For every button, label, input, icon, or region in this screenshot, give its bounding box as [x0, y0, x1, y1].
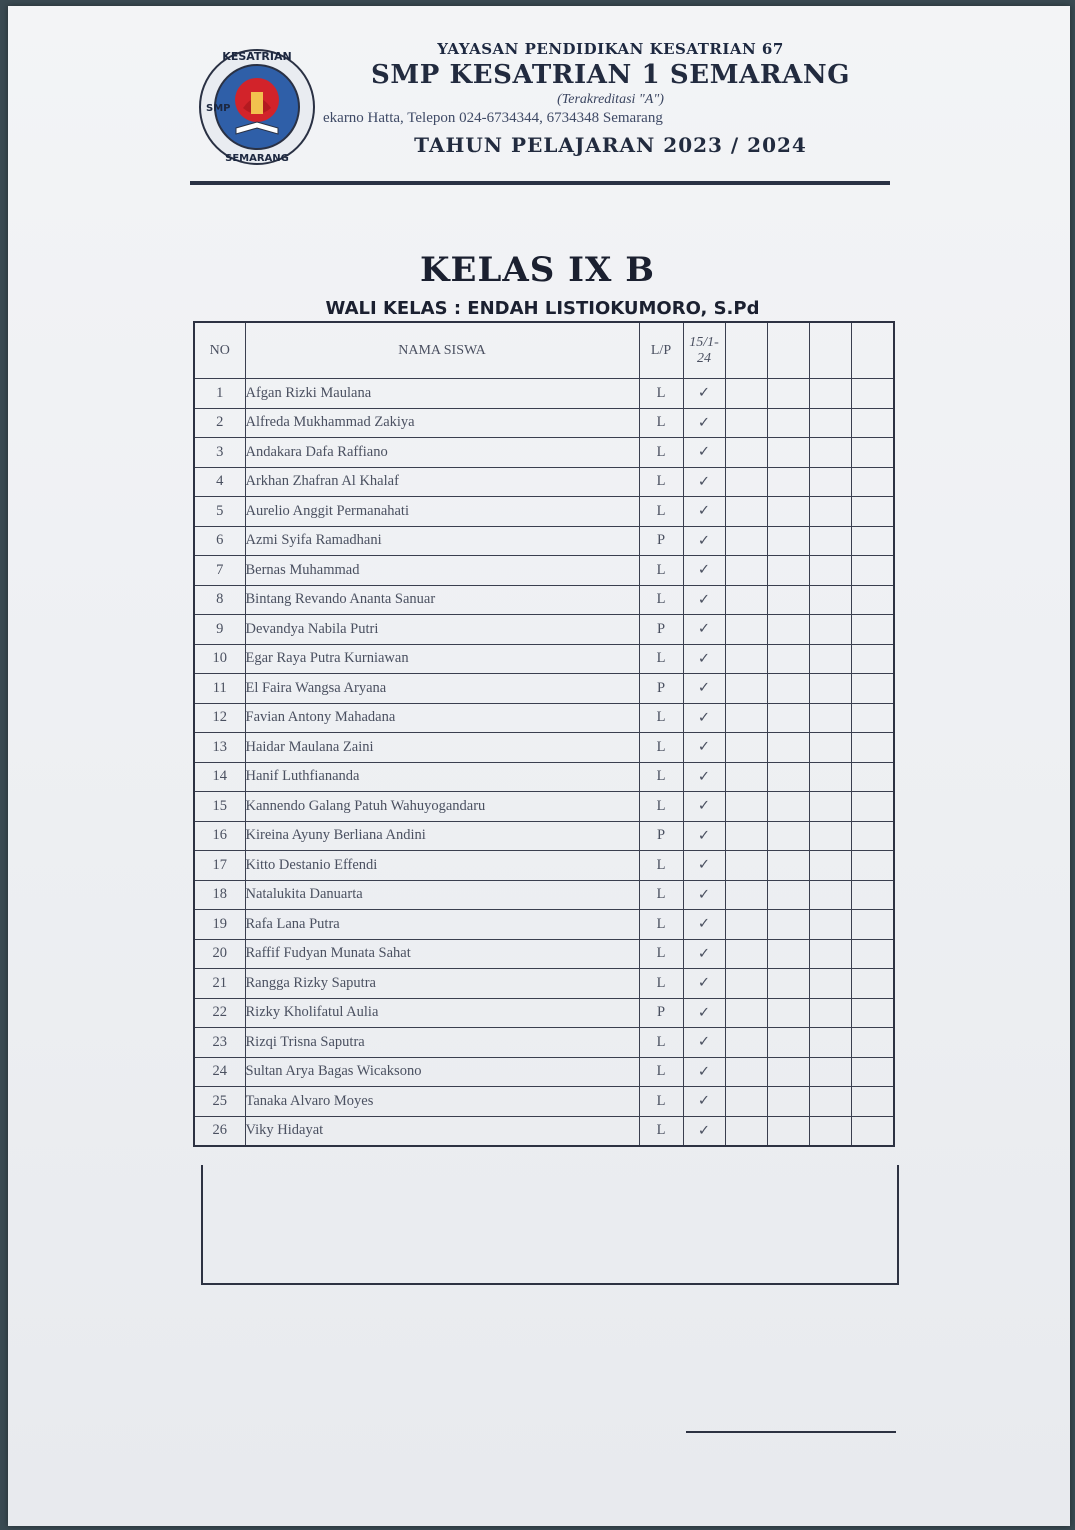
empty-cell — [851, 408, 894, 438]
empty-cell — [767, 379, 809, 409]
student-no: 8 — [194, 585, 245, 615]
empty-cell — [851, 733, 894, 763]
student-gender: L — [639, 379, 683, 409]
student-name: Tanaka Alvaro Moyes — [245, 1087, 639, 1117]
student-no: 12 — [194, 703, 245, 733]
empty-cell — [851, 585, 894, 615]
student-gender: L — [639, 851, 683, 881]
student-name: Egar Raya Putra Kurniawan — [245, 644, 639, 674]
student-gender: L — [639, 585, 683, 615]
empty-cell — [851, 1116, 894, 1146]
header-empty — [809, 322, 851, 379]
table-row — [194, 851, 894, 881]
student-name: Aurelio Anggit Permanahati — [245, 497, 639, 527]
empty-cell — [725, 674, 767, 704]
table-row — [194, 585, 894, 615]
table-row — [194, 880, 894, 910]
empty-cell — [809, 526, 851, 556]
student-gender: L — [639, 408, 683, 438]
empty-cell — [809, 851, 851, 881]
student-name: Hanif Luthfiananda — [245, 762, 639, 792]
student-no: 19 — [194, 910, 245, 940]
attendance-check: ✓ — [683, 910, 725, 940]
empty-cell — [767, 1087, 809, 1117]
empty-cell — [809, 1087, 851, 1117]
class-title: KELAS IX B — [419, 250, 655, 290]
accreditation: (Terakreditasi "A") — [557, 92, 664, 107]
student-gender: L — [639, 792, 683, 822]
empty-cell — [851, 674, 894, 704]
empty-cell — [851, 703, 894, 733]
table-row — [194, 792, 894, 822]
empty-cell — [725, 939, 767, 969]
student-gender: P — [639, 998, 683, 1028]
empty-cell — [767, 910, 809, 940]
empty-cell — [851, 969, 894, 999]
header-empty — [767, 322, 809, 379]
empty-cell — [851, 939, 894, 969]
empty-cell — [725, 1028, 767, 1058]
header-empty — [851, 322, 894, 379]
empty-cell — [809, 615, 851, 645]
empty-cell — [851, 467, 894, 497]
table-row — [194, 1087, 894, 1117]
student-name: Afgan Rizki Maulana — [245, 379, 639, 409]
empty-cell — [767, 615, 809, 645]
empty-cell — [809, 1028, 851, 1058]
empty-cell — [809, 733, 851, 763]
empty-cell — [725, 1116, 767, 1146]
empty-cell — [767, 851, 809, 881]
empty-cell — [851, 438, 894, 468]
attendance-check: ✓ — [683, 556, 725, 586]
empty-cell — [851, 1087, 894, 1117]
table-row — [194, 497, 894, 527]
empty-cell — [725, 792, 767, 822]
empty-cell — [851, 910, 894, 940]
student-name: Rizqi Trisna Saputra — [245, 1028, 639, 1058]
empty-cell — [851, 1028, 894, 1058]
student-no: 25 — [194, 1087, 245, 1117]
empty-cell — [809, 762, 851, 792]
attendance-table — [193, 321, 895, 1147]
student-no: 2 — [194, 408, 245, 438]
empty-cell — [725, 851, 767, 881]
empty-cell — [725, 821, 767, 851]
empty-cell — [725, 497, 767, 527]
attendance-check: ✓ — [683, 733, 725, 763]
empty-cell — [767, 792, 809, 822]
student-name: Kannendo Galang Patuh Wahuyogandaru — [245, 792, 639, 822]
attendance-check: ✓ — [683, 438, 725, 468]
table-row — [194, 438, 894, 468]
notes-box — [201, 1165, 899, 1285]
svg-text:SEMARANG: SEMARANG — [225, 153, 289, 164]
student-no: 5 — [194, 497, 245, 527]
attendance-check: ✓ — [683, 585, 725, 615]
empty-cell — [767, 733, 809, 763]
empty-cell — [851, 821, 894, 851]
empty-cell — [809, 1057, 851, 1087]
student-gender: L — [639, 1028, 683, 1058]
student-gender: P — [639, 821, 683, 851]
attendance-check: ✓ — [683, 615, 725, 645]
student-gender: L — [639, 1116, 683, 1146]
student-no: 3 — [194, 438, 245, 468]
empty-cell — [767, 408, 809, 438]
attendance-check: ✓ — [683, 998, 725, 1028]
empty-cell — [851, 644, 894, 674]
empty-cell — [809, 939, 851, 969]
student-no: 15 — [194, 792, 245, 822]
student-name: Raffif Fudyan Munata Sahat — [245, 939, 639, 969]
student-no: 21 — [194, 969, 245, 999]
student-gender: L — [639, 703, 683, 733]
empty-cell — [851, 615, 894, 645]
attendance-check: ✓ — [683, 379, 725, 409]
academic-year: TAHUN PELAJARAN 2023 / 2024 — [414, 133, 807, 157]
empty-cell — [725, 526, 767, 556]
student-name: Natalukita Danuarta — [245, 880, 639, 910]
attendance-check: ✓ — [683, 674, 725, 704]
attendance-check: ✓ — [683, 1116, 725, 1146]
signature-line — [686, 1431, 896, 1433]
empty-cell — [725, 615, 767, 645]
empty-cell — [767, 998, 809, 1028]
attendance-check: ✓ — [683, 762, 725, 792]
student-name: Arkhan Zhafran Al Khalaf — [245, 467, 639, 497]
empty-cell — [809, 556, 851, 586]
empty-cell — [725, 556, 767, 586]
student-gender: L — [639, 1087, 683, 1117]
empty-cell — [767, 703, 809, 733]
school-logo-icon — [198, 48, 316, 166]
student-gender: L — [639, 1057, 683, 1087]
student-name: Alfreda Mukhammad Zakiya — [245, 408, 639, 438]
empty-cell — [851, 1057, 894, 1087]
letterhead-divider — [190, 181, 890, 185]
student-no: 22 — [194, 998, 245, 1028]
table-row — [194, 674, 894, 704]
empty-cell — [725, 703, 767, 733]
empty-cell — [851, 526, 894, 556]
student-no: 17 — [194, 851, 245, 881]
student-no: 20 — [194, 939, 245, 969]
student-name: Bernas Muhammad — [245, 556, 639, 586]
table-row — [194, 762, 894, 792]
student-gender: P — [639, 615, 683, 645]
student-gender: P — [639, 526, 683, 556]
student-name: Kitto Destanio Effendi — [245, 851, 639, 881]
header-name: NAMA SISWA — [245, 322, 639, 379]
empty-cell — [767, 1116, 809, 1146]
empty-cell — [809, 674, 851, 704]
table-row — [194, 526, 894, 556]
table-row — [194, 703, 894, 733]
student-name: Sultan Arya Bagas Wicaksono — [245, 1057, 639, 1087]
table-row — [194, 1028, 894, 1058]
empty-cell — [725, 467, 767, 497]
student-gender: L — [639, 438, 683, 468]
table-row — [194, 969, 894, 999]
student-no: 26 — [194, 1116, 245, 1146]
svg-text:SMP: SMP — [206, 103, 231, 114]
empty-cell — [809, 910, 851, 940]
empty-cell — [725, 998, 767, 1028]
attendance-check: ✓ — [683, 1028, 725, 1058]
empty-cell — [809, 379, 851, 409]
attendance-check: ✓ — [683, 526, 725, 556]
student-no: 4 — [194, 467, 245, 497]
empty-cell — [767, 644, 809, 674]
table-row — [194, 733, 894, 763]
empty-cell — [725, 379, 767, 409]
empty-cell — [851, 762, 894, 792]
student-name: Rafa Lana Putra — [245, 910, 639, 940]
foundation-name: YAYASAN PENDIDIKAN KESATRIAN 67 — [437, 40, 784, 58]
header-no: NO — [194, 322, 245, 379]
student-gender: L — [639, 939, 683, 969]
header-empty — [725, 322, 767, 379]
table-row — [194, 1116, 894, 1146]
student-gender: L — [639, 467, 683, 497]
empty-cell — [767, 585, 809, 615]
empty-cell — [809, 497, 851, 527]
table-row — [194, 998, 894, 1028]
student-gender: L — [639, 733, 683, 763]
empty-cell — [809, 467, 851, 497]
empty-cell — [851, 379, 894, 409]
empty-cell — [767, 762, 809, 792]
empty-cell — [725, 762, 767, 792]
empty-cell — [767, 556, 809, 586]
empty-cell — [809, 644, 851, 674]
empty-cell — [725, 880, 767, 910]
attendance-check: ✓ — [683, 1057, 725, 1087]
empty-cell — [767, 438, 809, 468]
student-name: Haidar Maulana Zaini — [245, 733, 639, 763]
student-no: 6 — [194, 526, 245, 556]
student-no: 1 — [194, 379, 245, 409]
header-date: 15/1-24 — [683, 322, 725, 379]
empty-cell — [809, 792, 851, 822]
letterhead — [198, 38, 898, 198]
table-row — [194, 408, 894, 438]
empty-cell — [851, 998, 894, 1028]
empty-cell — [725, 910, 767, 940]
attendance-check: ✓ — [683, 497, 725, 527]
empty-cell — [851, 851, 894, 881]
student-gender: L — [639, 762, 683, 792]
attendance-check: ✓ — [683, 467, 725, 497]
student-name: Viky Hidayat — [245, 1116, 639, 1146]
empty-cell — [767, 939, 809, 969]
student-name: Rangga Rizky Saputra — [245, 969, 639, 999]
empty-cell — [851, 497, 894, 527]
student-no: 16 — [194, 821, 245, 851]
student-name: El Faira Wangsa Aryana — [245, 674, 639, 704]
empty-cell — [767, 674, 809, 704]
attendance-check: ✓ — [683, 969, 725, 999]
table-row — [194, 556, 894, 586]
empty-cell — [767, 526, 809, 556]
student-name: Favian Antony Mahadana — [245, 703, 639, 733]
empty-cell — [809, 998, 851, 1028]
attendance-check: ✓ — [683, 880, 725, 910]
table-row — [194, 821, 894, 851]
school-address: ekarno Hatta, Telepon 024-6734344, 6734348 Semarang — [323, 110, 663, 126]
empty-cell — [851, 556, 894, 586]
empty-cell — [809, 821, 851, 851]
student-no: 13 — [194, 733, 245, 763]
empty-cell — [809, 408, 851, 438]
empty-cell — [809, 585, 851, 615]
student-no: 10 — [194, 644, 245, 674]
student-name: Devandya Nabila Putri — [245, 615, 639, 645]
empty-cell — [767, 821, 809, 851]
table-row — [194, 467, 894, 497]
empty-cell — [725, 644, 767, 674]
school-name: SMP KESATRIAN 1 SEMARANG — [370, 60, 851, 90]
student-name: Azmi Syifa Ramadhani — [245, 526, 639, 556]
table-row — [194, 379, 894, 409]
student-no: 24 — [194, 1057, 245, 1087]
table-row — [194, 615, 894, 645]
table-body — [194, 379, 894, 1147]
empty-cell — [767, 467, 809, 497]
empty-cell — [725, 585, 767, 615]
empty-cell — [809, 1116, 851, 1146]
attendance-check: ✓ — [683, 703, 725, 733]
student-no: 7 — [194, 556, 245, 586]
student-no: 9 — [194, 615, 245, 645]
table-row — [194, 1057, 894, 1087]
empty-cell — [767, 1028, 809, 1058]
table-row — [194, 644, 894, 674]
student-gender: L — [639, 880, 683, 910]
student-no: 18 — [194, 880, 245, 910]
empty-cell — [767, 969, 809, 999]
student-gender: L — [639, 556, 683, 586]
student-name: Bintang Revando Ananta Sanuar — [245, 585, 639, 615]
empty-cell — [809, 438, 851, 468]
attendance-check: ✓ — [683, 851, 725, 881]
empty-cell — [809, 969, 851, 999]
student-gender: L — [639, 497, 683, 527]
empty-cell — [809, 880, 851, 910]
empty-cell — [851, 880, 894, 910]
student-name: Rizky Kholifatul Aulia — [245, 998, 639, 1028]
header-lp: L/P — [639, 322, 683, 379]
student-gender: L — [639, 969, 683, 999]
empty-cell — [809, 703, 851, 733]
attendance-check: ✓ — [683, 792, 725, 822]
student-no: 23 — [194, 1028, 245, 1058]
student-gender: P — [639, 674, 683, 704]
empty-cell — [767, 1057, 809, 1087]
empty-cell — [725, 1057, 767, 1087]
empty-cell — [767, 880, 809, 910]
student-gender: L — [639, 910, 683, 940]
attendance-check: ✓ — [683, 408, 725, 438]
attendance-check: ✓ — [683, 644, 725, 674]
student-no: 11 — [194, 674, 245, 704]
attendance-check: ✓ — [683, 821, 725, 851]
attendance-check: ✓ — [683, 1087, 725, 1117]
svg-text:KESATRIAN: KESATRIAN — [222, 50, 292, 63]
empty-cell — [767, 497, 809, 527]
student-gender: L — [639, 644, 683, 674]
empty-cell — [725, 438, 767, 468]
table-row — [194, 910, 894, 940]
student-name: Kireina Ayuny Berliana Andini — [245, 821, 639, 851]
homeroom-teacher: WALI KELAS : ENDAH LISTIOKUMORO, S.Pd — [325, 298, 760, 319]
empty-cell — [725, 1087, 767, 1117]
empty-cell — [725, 733, 767, 763]
table-header-row — [194, 322, 894, 379]
empty-cell — [851, 792, 894, 822]
table-row — [194, 939, 894, 969]
student-name: Andakara Dafa Raffiano — [245, 438, 639, 468]
attendance-check: ✓ — [683, 939, 725, 969]
student-no: 14 — [194, 762, 245, 792]
empty-cell — [725, 408, 767, 438]
empty-cell — [725, 969, 767, 999]
